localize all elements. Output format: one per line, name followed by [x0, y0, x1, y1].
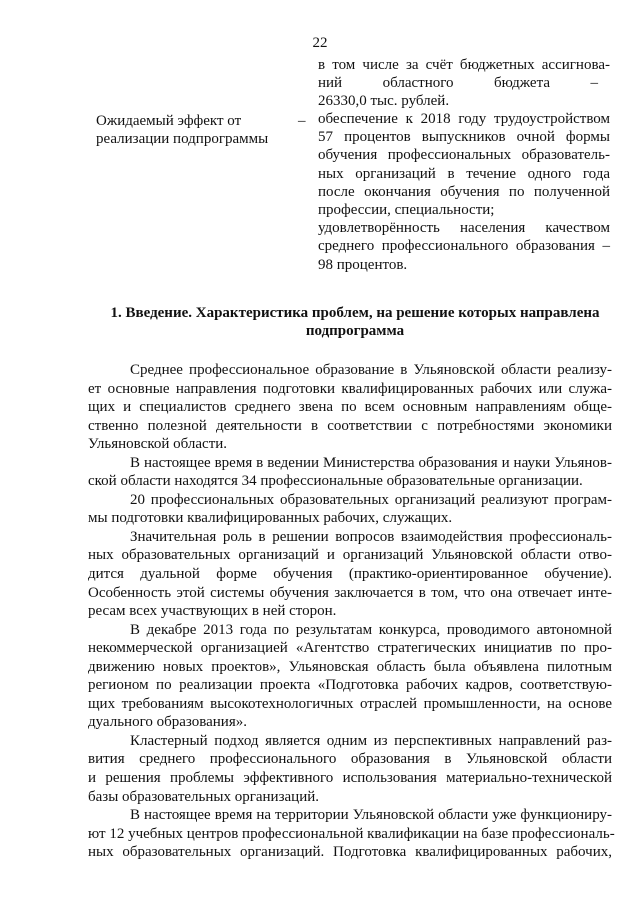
text-line: ных организаций в течение одного года	[318, 165, 610, 182]
expected-effect-text	[318, 110, 610, 274]
body-line: некоммерческой организацией «Агентство стратегических инициатив по про-	[88, 640, 612, 657]
body-line: Кластерный подход является одним из перспективных направлений раз-	[130, 732, 612, 749]
body-line: щих и специалистов среднего звена по всем основным направлениям обще-	[88, 399, 612, 416]
body-line: ской области находятся 34 профессиональные образовательные организации.	[88, 473, 583, 490]
text-line: 57 процентов выпускников очной формы	[318, 129, 610, 146]
heading-line: подпрограмма	[305, 323, 405, 339]
label-line: Ожидаемый эффект от	[96, 113, 242, 129]
funding-text	[318, 56, 610, 111]
text-line: среднего профессионального образования –	[318, 238, 610, 255]
body-line: и решения проблемы эффективного использования материально-технической	[88, 770, 612, 787]
body-line: Среднее профессиональное образование в Ульяновской области реализу-	[130, 362, 612, 378]
section-heading	[96, 304, 614, 340]
body-line: дится дуальной форме обучения (практико-ориентированное обучение).	[88, 566, 612, 583]
body-line: ет основные направления подготовки квалифицированных рабочих или служа-	[88, 380, 612, 397]
text-line: профессии, специальности;	[318, 201, 495, 218]
expected-effect-label	[96, 112, 296, 148]
label-dash: –	[298, 113, 306, 129]
body-line: В настоящее время на территории Ульяновской области уже функциониру-	[130, 807, 612, 824]
body-line: ют 12 учебных центров профессиональной квалификации на базе профессиональ-	[88, 825, 615, 842]
body-line: 20 профессиональных образовательных организаций реализуют програм-	[130, 491, 612, 508]
label-line: реализации подпрограммы	[96, 131, 269, 147]
body-line: базы образовательных организаций.	[88, 788, 319, 805]
text-line: в том числе за счёт бюджетных ассигнова-	[318, 57, 610, 73]
text-line: обеспечение к 2018 году трудоустройством	[318, 111, 610, 127]
body-line: ственно полезной деятельности в соответствии с потребностями экономики	[88, 417, 612, 434]
body-line: ресам всех участвующих в ней сторон.	[88, 603, 337, 620]
body-line: Особенность этой системы обучения заключается в том, что она отвечает инте-	[88, 584, 612, 601]
body-line: движению новых проектов», Ульяновская область была объявлена пилотным	[88, 658, 612, 675]
body-line: мы подготовки квалифицированных рабочих, служащих.	[88, 510, 453, 527]
text-line: после окончания обучения по полученной	[318, 183, 610, 200]
body-line: щих требованиям высокотехнологичных отраслей промышленности, на основе	[88, 695, 612, 712]
text-line: 26330,0 тыс. рублей.	[318, 93, 450, 110]
body-line: В настоящее время в ведении Министерства образования и науки Ульянов-	[130, 454, 612, 471]
heading-line: 1. Введение. Характеристика проблем, на решение которых направлена	[110, 305, 600, 321]
text-line: обучения профессиональных образователь-	[318, 147, 610, 164]
body-line: вития среднего профессионального образования в Ульяновской области	[88, 751, 612, 768]
text-line: 98 процентов.	[318, 256, 408, 273]
text-line: ний областного бюджета –	[318, 75, 598, 92]
body-line: дуального образования».	[88, 714, 247, 731]
text-line: удовлетворённость населения качеством	[318, 220, 610, 237]
body-line: В декабре 2013 года по результатам конкурса, проводимого автономной	[130, 621, 612, 638]
body-line: Ульяновской области.	[88, 436, 228, 453]
body-line: ных образовательных организаций. Подготовка квалифицированных рабочих,	[88, 844, 612, 861]
body-text	[88, 361, 615, 862]
body-line: регионом по реализации проекта «Подготовка рабочих кадров, соответствую-	[88, 677, 612, 694]
page-number: 22	[312, 35, 328, 51]
body-line: ных образовательных организаций и организаций Ульяновской области отво-	[88, 547, 612, 564]
body-line: Значительная роль в решении вопросов взаимодействия профессиональ-	[130, 528, 612, 545]
